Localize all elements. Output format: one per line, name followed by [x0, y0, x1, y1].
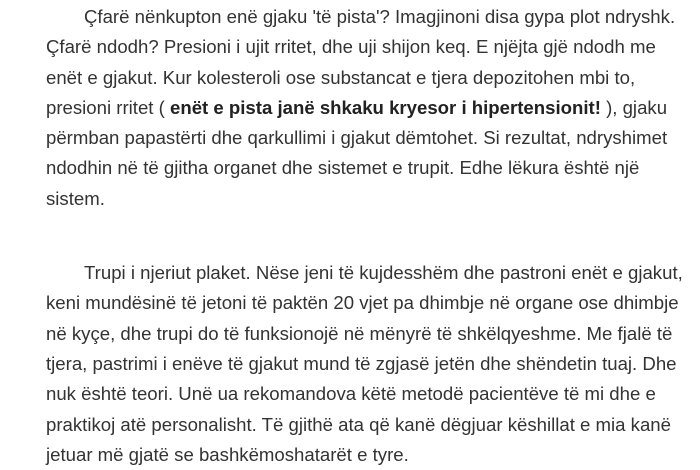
paragraph-1-text-end: ), gjaku përmban papastërti dhe qarkullimi i gjakut dëmtohet. Si rezultat, ndryshimet ndodhin në të gjitha organet dhe sistemet e trupit. Edhe lëkura është një sistem.: [46, 96, 668, 209]
article-body: [46, 2, 686, 470]
paragraph-1-text-start: Çfarë nënkupton enë gjaku 'të pista'? Imagjinoni disa gypa plot ndryshk. Çfarë ndodh? Presioni i ujit rritet, dhe uji shijon keq. E njëjta gjë ndodh me enët e gjakut. Kur kolesteroli ose substancat e tjera depozitohen mbi to, presioni rritet (: [46, 6, 676, 118]
paragraph-1: [46, 2, 686, 214]
paragraph-2: [46, 258, 686, 470]
paragraph-2-text: Trupi i njeriut plaket. Nëse jeni të kujdesshëm dhe pastroni enët e gjakut, keni mundësinë të jetoni të paktën 20 vjet pa dhimbje në organe ose dhimbje në kyçe, dhe trupi do të funksionojë në mënyrë të shkëlqyeshme. Me fjalë të tjera, pastrimi i enëve të gjakut mund të zgjasë jetën dhe shëndetin tuaj. Dhe nuk është teori. Unë ua rekomandova këtë metodë pacientëve të mi dhe e praktikoj atë personalisht. Të gjithë ata që kanë dëgjuar këshillat e mia kanë jetuar më gjatë se bashkëmoshatarët e tyre.: [46, 262, 683, 465]
paragraph-1-bold-statement: enët e pista janë shkaku kryesor i hipertensionit!: [170, 96, 601, 118]
